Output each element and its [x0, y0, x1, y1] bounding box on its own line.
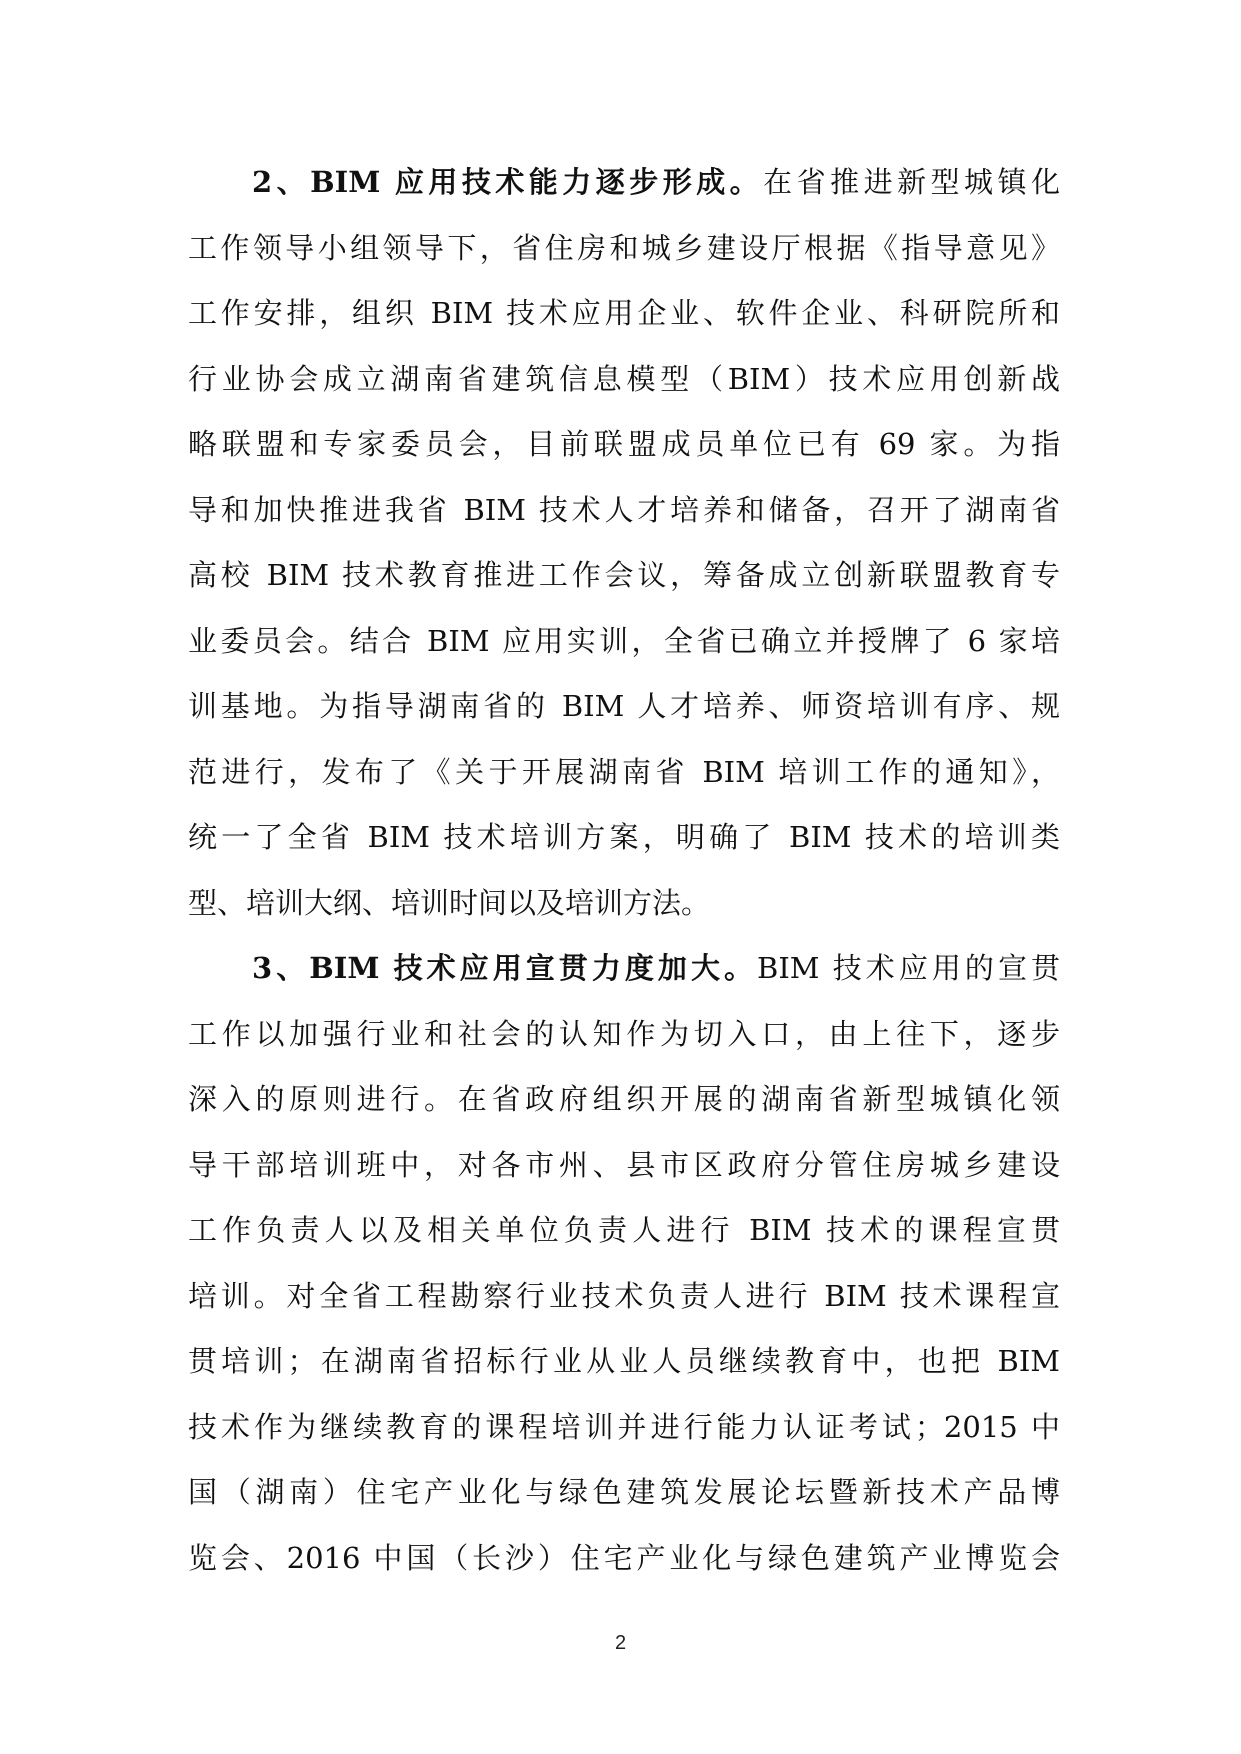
paragraph-3-line: 技术作为继续教育的课程培训并进行能力认证考试；2015 中 — [188, 1409, 1060, 1444]
paragraph-3-heading: 3、BIM 技术应用宣贯力度加大。 — [252, 951, 758, 985]
paragraph-3-line: 工作负责人以及相关单位负责人进行 BIM 技术的课程宣贯 — [188, 1213, 1060, 1247]
paragraph-3-line-1 — [188, 936, 1060, 1002]
paragraph-3-line: 深入的原则进行。在省政府组织开展的湖南省新型城镇化领 — [188, 1082, 1060, 1116]
paragraph-2-first-line-rest: 在省推进新型城镇化 — [763, 165, 1060, 199]
paragraph-3-line: 览会、2016 中国（长沙）住宅产业化与绿色建筑产业博览会 — [188, 1540, 1060, 1575]
paragraph-2-line: 训基地。为指导湖南省的 BIM 人才培养、师资培训有序、规 — [188, 689, 1060, 723]
paragraph-2-line: 工作领导小组领导下，省住房和城乡建设厅根据《指导意见》 — [188, 230, 1060, 265]
paragraph-3-line: 导干部培训班中，对各市州、县市区政府分管住房城乡建设 — [188, 1147, 1060, 1182]
paragraph-2-line: 略联盟和专家委员会，目前联盟成员单位已有 69 家。为指 — [188, 427, 1060, 461]
body-text — [188, 150, 1060, 1591]
paragraph-2-line-1 — [188, 150, 1060, 216]
paragraph-2-line: 导和加快推进我省 BIM 技术人才培养和储备，召开了湖南省 — [188, 492, 1060, 527]
paragraph-2-line: 工作安排，组织 BIM 技术应用企业、软件企业、科研院所和 — [188, 296, 1060, 330]
paragraph-2-line: 高校 BIM 技术教育推进工作会议，筹备成立创新联盟教育专 — [188, 558, 1060, 592]
paragraph-3-line: 工作以加强行业和社会的认知作为切入口，由上往下，逐步 — [188, 1016, 1060, 1051]
paragraph-2-line: 业委员会。结合 BIM 应用实训，全省已确立并授牌了 6 家培 — [188, 623, 1060, 658]
paragraph-2-heading: 2、BIM 应用技术能力逐步形成。 — [252, 165, 764, 199]
paragraph-3-first-line-rest: BIM 技术应用的宣贯 — [757, 951, 1060, 985]
paragraph-3-line: 培训。对全省工程勘察行业技术负责人进行 BIM 技术课程宣 — [188, 1278, 1060, 1313]
page-number: 2 — [614, 1632, 627, 1654]
paragraph-2-line: 型、培训大纲、培训时间以及培训方法。 — [188, 885, 711, 920]
paragraph-3-line: 国（湖南）住宅产业化与绿色建筑发展论坛暨新技术产品博 — [188, 1475, 1060, 1509]
paragraph-2-line: 统一了全省 BIM 技术培训方案，明确了 BIM 技术的培训类 — [188, 820, 1060, 854]
paragraph-2-line: 范进行，发布了《关于开展湖南省 BIM 培训工作的通知》， — [188, 754, 1060, 789]
paragraph-3-line: 贯培训；在湖南省招标行业从业人员继续教育中，也把 BIM — [188, 1344, 1060, 1378]
paragraph-2-line: 行业协会成立湖南省建筑信息模型（BIM）技术应用创新战 — [188, 361, 1060, 396]
